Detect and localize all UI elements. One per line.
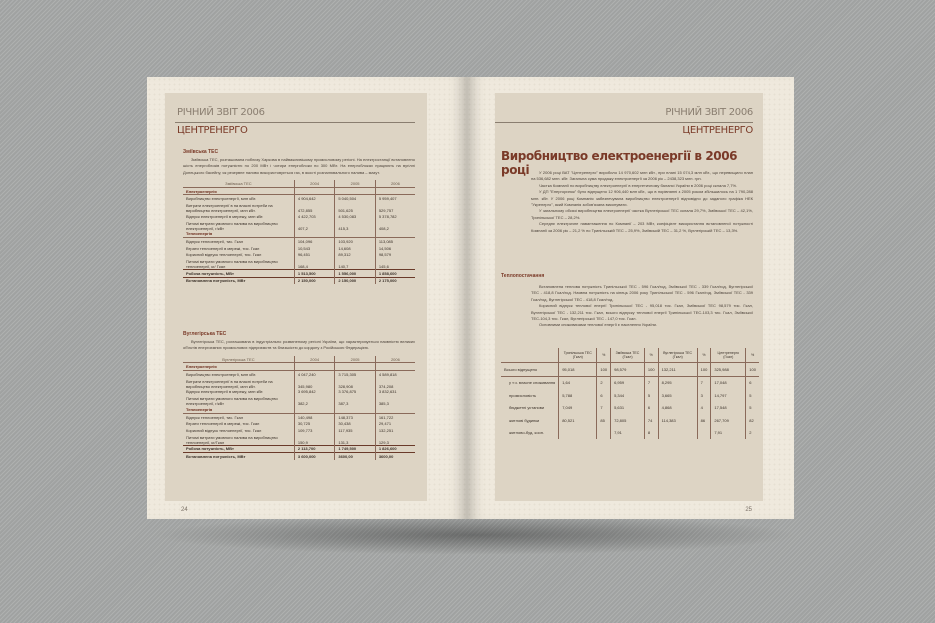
table-cell: 382,2 <box>294 395 334 406</box>
table-cell: Всього відпущено <box>501 363 559 377</box>
section-vuhlehirsk <box>183 331 415 460</box>
table-group-row <box>183 363 415 371</box>
table-cell: 104,096 <box>294 238 334 245</box>
column-header: Центренерго (Гкал) <box>711 348 746 363</box>
table-cell: Питомі витрати умовного палива на виробництво теплоенергії, кг/Гкал <box>186 434 278 445</box>
zmiiv-table <box>183 180 415 284</box>
table-row <box>183 195 415 202</box>
table-cell: Витрати електроенергії в на власні потреби на виробництво електроенергії, млн кВт. <box>186 378 273 389</box>
table-row <box>183 202 415 213</box>
table-cell: 345,980 <box>294 378 334 389</box>
running-head: РІЧНИЙ ЗВІТ 2006 <box>665 107 753 118</box>
paragraph: Частка Компанії по виробництву електроенергії в енергетичному балансі України в 2006 році склала 7,7%. <box>539 182 738 188</box>
table-cell: 100 <box>746 363 759 377</box>
table-cell: 267,709 <box>711 414 746 427</box>
column-header: 2004 <box>294 180 334 187</box>
table-cell: житлово-буд. кооп. <box>509 430 545 436</box>
header-rule <box>175 122 415 123</box>
table-cell: 5 <box>746 389 759 402</box>
table-cell: Корисний відпуск теплоенергії, тис. Гкал <box>186 252 262 258</box>
page-title: Виробництво електроенергії в 2006 році <box>501 149 738 177</box>
column-header: 2006 <box>375 356 415 363</box>
table-cell: 5 040,504 <box>335 195 375 202</box>
table-cell: 14,608 <box>335 245 375 252</box>
table-cell: Питомі витрати умовного палива на виробництво електроенергії, г/кВт <box>186 396 278 407</box>
table-total-row <box>183 269 415 277</box>
table-group-row <box>183 231 415 238</box>
table-cell: Втрати теплоенергії в мережі, тис. Гкал <box>186 245 260 251</box>
table-cell: 6 <box>644 402 658 415</box>
table-cell: 385,3 <box>375 395 415 406</box>
column-header <box>501 348 559 363</box>
table-cell: бюджетні установи <box>509 405 545 411</box>
table-cell: Робоча потужність, МВт <box>183 445 294 453</box>
table-cell: 472,855 <box>294 202 334 213</box>
table-row <box>183 378 415 389</box>
table-cell: Відпуск електроенергії в мережу, млн кВт. <box>186 389 264 395</box>
table-cell: 14,797 <box>711 389 746 402</box>
table-group-row <box>183 406 415 413</box>
table-cell: 1 826,600 <box>375 445 415 453</box>
table-cell: 17,048 <box>711 376 746 389</box>
table-cell: Встановлена потужність, МВт <box>183 277 294 284</box>
paragraph: Середнє електричне навантаження по Компанії – 203 МВт, коефіцієнт використання встановленої потужності Компанії за 2006 рік – 21,2 % по Трипільській ТЕС – 25,9%, Зміївській ТЕС – 31,2 %, Вуглегірській ТЕС – 13,3%. <box>531 221 753 233</box>
table-cell: 2 150,000 <box>335 277 375 284</box>
table-row <box>183 245 415 252</box>
table-cell: 29,471 <box>375 420 415 427</box>
group-label: Теплоенергія <box>183 231 294 238</box>
table-row <box>183 427 415 434</box>
table-cell: 100 <box>697 363 711 377</box>
page-number: 25 <box>745 507 752 513</box>
table-cell: 5 <box>644 389 658 402</box>
table-cell: 3 600,000 <box>294 453 334 460</box>
table-cell: 5,788 <box>559 389 597 402</box>
table-cell: 10,543 <box>294 245 334 252</box>
table-cell: Питомі витрати умовного палива на виробництво теплоенергії, кг/ Гкал <box>186 258 278 269</box>
table-cell: 4 530,083 <box>335 213 375 220</box>
table-cell: Відпуск теплоенергії, тис. Гкал <box>186 238 244 244</box>
content-panel <box>495 93 763 501</box>
heat-distribution-table <box>501 348 759 439</box>
table-cell: 4 589,818 <box>375 371 415 378</box>
column-header: 2004 <box>294 356 334 363</box>
booklet-shadow <box>150 515 800 555</box>
table-cell: 30,438 <box>335 420 375 427</box>
table-cell: 5 <box>746 402 759 415</box>
table-cell: 4,868 <box>658 402 697 415</box>
table-cell: 113,085 <box>375 238 415 245</box>
table-cell: 6 <box>597 389 611 402</box>
header-rule <box>495 122 753 123</box>
table-cell: 98,579 <box>375 251 415 258</box>
table-cell: 4 422,703 <box>294 213 334 220</box>
table-cell: Виробництво електроенергії, млн кВт. <box>186 196 257 202</box>
page-number: 24 <box>181 507 188 513</box>
table-cell: 3 695,842 <box>294 389 334 396</box>
table-cell: 8,295 <box>658 376 697 389</box>
table-cell: 74 <box>644 414 658 427</box>
table-row <box>183 389 415 396</box>
table-header <box>501 348 759 363</box>
table-cell: у т.ч. власне споживання <box>509 380 556 386</box>
table-cell: 415,3 <box>335 220 375 231</box>
column-header: Зміївська ТЕС <box>183 180 294 187</box>
table-cell: 30,725 <box>294 420 334 427</box>
group-label: Електроенергія <box>183 187 294 195</box>
table-cell: 6,959 <box>611 376 645 389</box>
company-name: ЦЕНТРЕНЕРГО <box>177 125 248 136</box>
table-cell: 3 832,631 <box>375 389 415 396</box>
table-header <box>183 356 415 363</box>
table-cell: 1 513,500 <box>294 269 334 277</box>
column-header: 2005 <box>335 180 375 187</box>
table-row <box>183 434 415 446</box>
table-cell: 8 <box>644 427 658 440</box>
column-header: 2005 <box>335 356 375 363</box>
column-header: Вуглегірська ТЕС (Гкал) <box>658 348 697 363</box>
table-cell: 150,9 <box>294 434 334 446</box>
table-cell: 14,506 <box>375 245 415 252</box>
table-cell: 100 <box>644 363 658 377</box>
table-cell: 408,2 <box>375 220 415 231</box>
table-cell: 501,625 <box>335 202 375 213</box>
table-group-row <box>183 187 415 195</box>
table-cell: промисловість <box>509 392 537 398</box>
table-cell: 2 150,000 <box>294 277 334 284</box>
table-row <box>183 413 415 420</box>
table-cell: 3 376,875 <box>335 389 375 396</box>
table-row <box>183 238 415 245</box>
table-cell: 5 959,407 <box>375 195 415 202</box>
table-cell <box>658 427 697 440</box>
intro-text <box>531 170 753 234</box>
section-zmiiv <box>183 149 415 284</box>
table-cell: 96,451 <box>294 251 334 258</box>
table-cell: 161,722 <box>375 413 415 420</box>
table-cell: Робоча потужність, МВт <box>183 269 294 277</box>
table-cell: житлові будинки <box>509 417 540 423</box>
table-row <box>183 251 415 258</box>
table-cell: 2 <box>597 376 611 389</box>
table-cell: Встановлена потужність, МВт <box>183 453 294 460</box>
table-row <box>183 220 415 231</box>
content-panel <box>165 93 427 501</box>
table-cell: 98,579 <box>611 363 645 377</box>
table-cell: Виробництво електроенергії, млн кВт. <box>186 371 257 377</box>
column-header: 2006 <box>375 180 415 187</box>
table-cell: 168,4 <box>294 258 334 270</box>
heat-section-title: Теплопостачання <box>501 273 545 279</box>
table-row <box>501 389 759 402</box>
table-cell: Відпуск теплоенергії, тис. Гкал <box>186 414 244 420</box>
company-name: ЦЕНТРЕНЕРГО <box>682 125 753 136</box>
paragraph: Корисний відпуск теплової енергії Трипільської ТЕС - 95,018 тис. Гкал, Зміївської ТЕС 98,579 тис. Гкал, Вуглегірської ТЕС - 132,211 тис. Гкал, всього відпуску теплової енергії Трипільської ТЕС-103,3 тис. Гкал, Зміївської ТЕС-104,3 тис. Гкал, Вуглегірської ТЕС - 147,0 тис. Гкал. <box>531 303 753 322</box>
table-cell: 1 749,500 <box>335 445 375 453</box>
table-row <box>183 371 415 378</box>
table-cell: 148,373 <box>335 413 375 420</box>
table-row <box>501 414 759 427</box>
table-cell: 374,208 <box>375 378 415 389</box>
table-cell <box>697 427 711 440</box>
table-row <box>183 395 415 406</box>
table-cell: 86 <box>697 414 711 427</box>
table-row <box>501 427 759 440</box>
table-cell: 3,665 <box>658 389 697 402</box>
group-label: Електроенергія <box>183 363 294 371</box>
table-row <box>501 402 759 415</box>
table-total-row <box>183 445 415 453</box>
table-cell: 7,049 <box>559 402 597 415</box>
table-cell: 7 <box>644 376 658 389</box>
table-cell: Питомі витрати умовного палива на виробництво електроенергії, г/кВт <box>186 220 278 231</box>
table-cell: 3 <box>697 389 711 402</box>
column-header: % <box>597 348 611 363</box>
table-cell: 140,498 <box>294 413 334 420</box>
column-header: Трипільська ТЕС (Гкал) <box>559 348 597 363</box>
table-cell: 103,920 <box>335 238 375 245</box>
table-cell: 89,312 <box>335 251 375 258</box>
paragraph: У ДП "Енергоринок" було відпущено 12 906,440 млн кВт., що в порівнянні з 2005 роком збільшилось на 1 790,288 млн. кВт. У 2006 році Компанія забезпечувала виробництво електроенергії відповідно до заданого графіка НЕК "Укренерго", який Компанія зобов'язана виконувати. <box>531 189 753 208</box>
column-header: % <box>697 348 711 363</box>
table-cell: 3600,00 <box>335 453 375 460</box>
section-text: Вуглегірська ТЕС, розташована в індустріально розвиненому регіоні України, що характеризується наявністю великих об'єктів енергоємних промислових підприємств та близькістю до кордону з Російською Федерацією. <box>183 339 415 351</box>
table-cell: 17,548 <box>711 402 746 415</box>
table-cell: 2 113,700 <box>294 445 334 453</box>
table-cell: 328,908 <box>335 378 375 389</box>
table-total-row <box>183 453 415 460</box>
table-cell: 2 <box>746 427 759 440</box>
table-cell: 3 715,305 <box>335 371 375 378</box>
table-cell: 4 904,642 <box>294 195 334 202</box>
left-page <box>147 77 467 519</box>
section-text: Зміївська ТЕС, розташована поблизу Харкова в найважливішому промисловому регіоні. На електростанції встановлено шість енергоблоків потужністю по 200 МВт і чотири енергоблоки по 300 МВт. На енергоблоках працюють на вугіллі Донецького басейну, як резервне паливо використовується газ, в якості розпалювального палива – мазут. <box>183 157 415 175</box>
table-cell: Відпуск електроенергії в мережу, млн кВт. <box>186 213 264 219</box>
table-cell: 131,3 <box>335 434 375 446</box>
table-cell: 4 <box>697 402 711 415</box>
table-cell: 140,7 <box>335 258 375 270</box>
table-cell: 529,757 <box>375 202 415 213</box>
table-cell: 95,018 <box>559 363 597 377</box>
vuhlehirsk-table <box>183 356 415 460</box>
table-cell: 7 <box>697 376 711 389</box>
table-cell: 1,64 <box>559 376 597 389</box>
table-cell: 1 858,600 <box>375 269 415 277</box>
group-label: Теплоенергія <box>183 406 294 413</box>
table-cell: 3600,00 <box>375 453 415 460</box>
table-cell: Витрати електроенергії в на власні потреби на виробництво електроенергії, млн кВт. <box>186 203 273 213</box>
paragraph: У загальному обсязі виробництва електроенергії частка Вуглегірської ТЕС склала 29,7%, Зміївської ТЕС – 42,1%, Трипільської ТЕС – 28,2%. <box>531 208 753 220</box>
table-cell: 4 047,240 <box>294 371 334 378</box>
table-cell: 1 556,000 <box>335 269 375 277</box>
table-cell: 7,91 <box>711 427 746 440</box>
heat-text <box>531 284 753 329</box>
table-cell <box>597 427 611 440</box>
section-title: Вуглегірська ТЕС <box>183 331 227 337</box>
table-cell: 145,6 <box>375 258 415 270</box>
table-row <box>183 420 415 427</box>
table-cell: 7,91 <box>611 427 645 440</box>
table-cell: 325,988 <box>711 363 746 377</box>
table-cell: 80,521 <box>559 414 597 427</box>
table-cell: 6 <box>746 376 759 389</box>
table-cell: 82 <box>746 414 759 427</box>
table-row <box>501 376 759 389</box>
table-cell <box>559 427 597 440</box>
table-cell: Втрати теплоенергії в мережі, тис. Гкал <box>186 421 260 427</box>
table-row <box>501 363 759 377</box>
table-header <box>183 180 415 187</box>
table-cell: 7 <box>597 402 611 415</box>
table-cell: Корисний відпуск теплоенергії, тис. Гкал <box>186 427 262 433</box>
table-total-row <box>183 277 415 284</box>
paragraph: Основними споживачами теплової енергії є населення України. <box>539 322 658 328</box>
right-page <box>467 77 794 519</box>
table-cell: 109,773 <box>294 427 334 434</box>
table-cell: 85 <box>597 414 611 427</box>
running-head: РІЧНИЙ ЗВІТ 2006 <box>177 107 265 118</box>
table-cell: 117,935 <box>335 427 375 434</box>
table-cell: 114,383 <box>658 414 697 427</box>
column-header: % <box>746 348 759 363</box>
table-cell: 72,805 <box>611 414 645 427</box>
section-title: Зміївська ТЕС <box>183 149 219 155</box>
column-header: Вуглегірська ТЕС <box>183 356 294 363</box>
table-cell: 132,251 <box>375 427 415 434</box>
column-header: % <box>644 348 658 363</box>
table-cell: 5 378,782 <box>375 213 415 220</box>
table-cell: 5,344 <box>611 389 645 402</box>
table-cell: 132,211 <box>658 363 697 377</box>
table-cell: 5,631 <box>611 402 645 415</box>
paragraph: У 2006 році ВАТ "Центренерго" виробило 14 970,602 млн кВт., при плані 15 074,3 млн кВт., що перевищило план на 536,682 млн. кВт. Загальна сума продажу електроенергії за 2006 рік – 2438,323 млн. грн. <box>531 170 753 182</box>
table-cell: 129,3 <box>375 434 415 446</box>
table-row <box>183 258 415 270</box>
table-cell: 100 <box>597 363 611 377</box>
table-cell: 407,2 <box>294 220 334 231</box>
column-header: Зміївська ТЕС (Гкал) <box>611 348 645 363</box>
table-row <box>183 213 415 220</box>
table-cell: 387,3 <box>335 395 375 406</box>
table-cell: 2 175,000 <box>375 277 415 284</box>
paragraph: Встановлена теплова потужність Трипільської ТЕС - 596 Гкал/год, Зміївської ТЕС - 339 Гкал/год, Вуглегірської ТЕС - 418,8 Гкал/год. Наявна потужність на кінець 2006 року Трипільської ТЕС - 596 Гкал/год, Зміївської ТЕС - 339 Гкал/год, Вуглегірської ТЕС - 418,8 Гкал/год. <box>531 284 753 302</box>
